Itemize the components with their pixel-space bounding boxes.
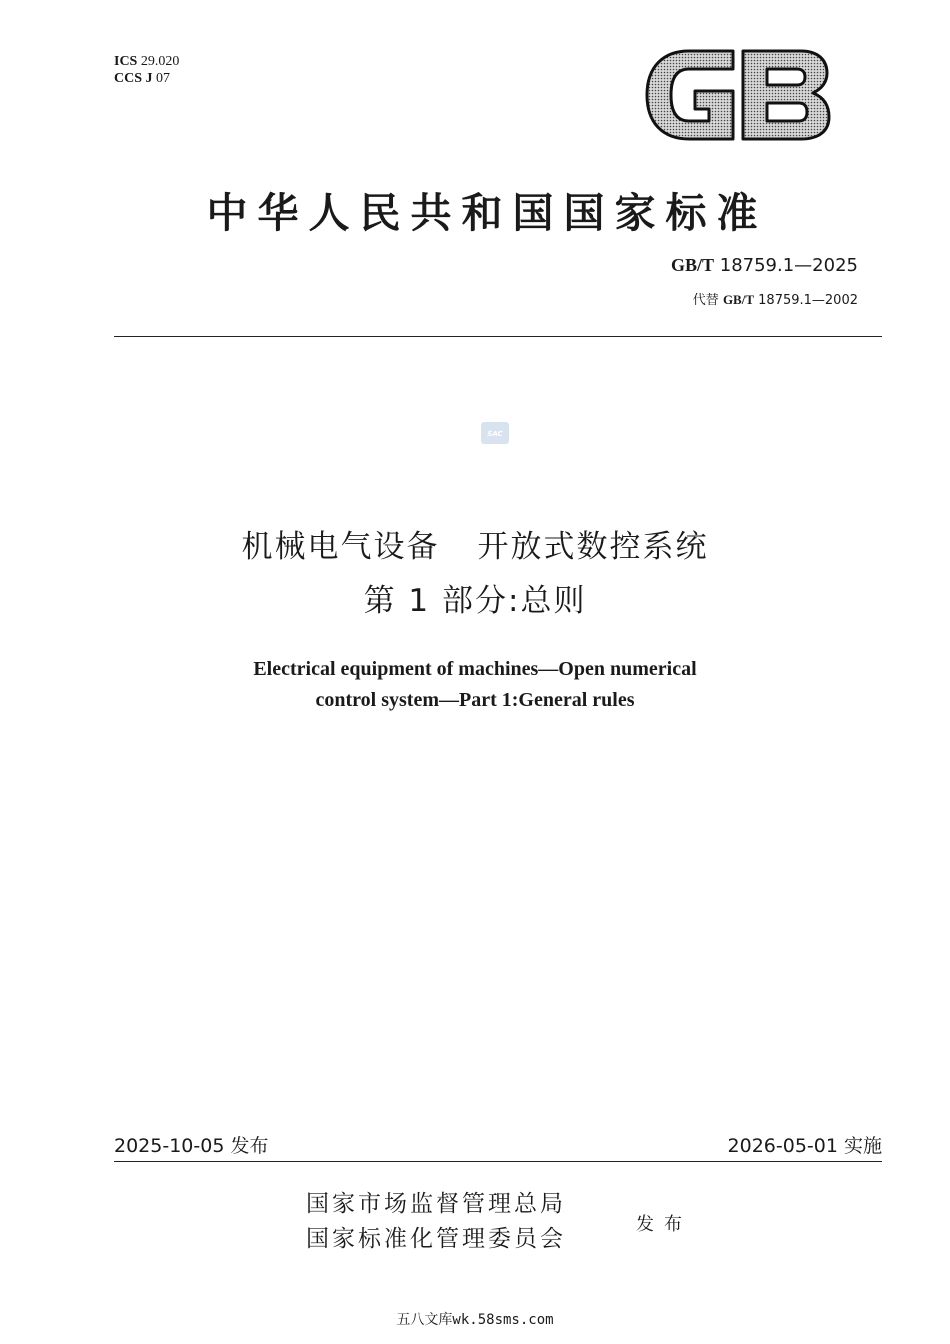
bottom-divider [114, 1161, 882, 1162]
issue-action: 发布 [636, 1214, 692, 1235]
ics-code: ICS 29.020 [114, 54, 180, 69]
svg-text:SAC: SAC [487, 430, 503, 438]
top-divider [114, 336, 882, 337]
english-title-line2: control system—Part 1:General rules [315, 689, 635, 711]
ccs-code: CCS J 07 [114, 71, 171, 86]
issue-date: 2025-10-05 发布 [114, 1135, 269, 1157]
chinese-title-line1: 机械电气设备 开放式数控系统 [241, 529, 709, 565]
classification-codes [114, 53, 179, 87]
issuer-samr: 国家市场监督管理总局 [306, 1191, 566, 1217]
sac-watermark-icon [481, 422, 509, 444]
issuer-sac: 国家标准化管理委员会 [306, 1226, 566, 1252]
issuing-authorities [306, 1187, 566, 1257]
gb-logo-icon [645, 47, 831, 143]
footer-watermark: 五八文库wk.58sms.com [396, 1312, 554, 1328]
english-title [0, 654, 950, 716]
national-standard-title: 中华人民共和国国家标准 [206, 189, 768, 237]
english-title-line1: Electrical equipment of machines—Open numerical [253, 658, 697, 680]
implementation-date: 2026-05-01 实施 [727, 1135, 882, 1157]
standard-number: GB/T 18759.1—2025 [671, 255, 858, 276]
chinese-title-line2: 第 1 部分:总则 [363, 583, 587, 619]
replaces-standard: 代替 GB/T 18759.1—2002 [692, 292, 858, 308]
